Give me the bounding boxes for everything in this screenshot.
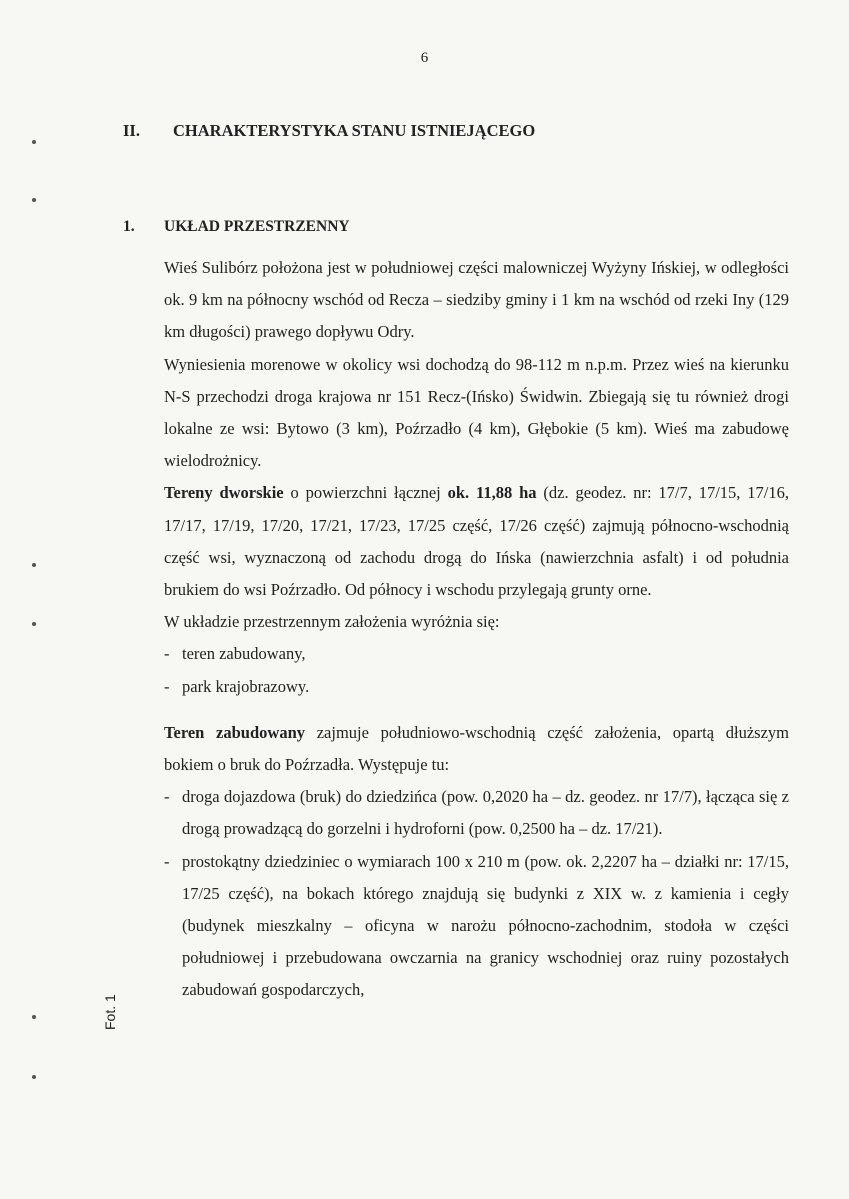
paragraph-built-area: Teren zabudowany zajmuje południowo-wschodnią część założenia, opartą dłuższym bokiem o bruk do Poźrzadła. Występuje tu: (164, 722, 789, 775)
page-number: 6 (420, 50, 429, 66)
punch-hole-mark (32, 622, 36, 626)
built-area-term: Teren zabudowany (164, 722, 305, 742)
list-item: - prostokątny dziedziniec o wymiarach 100 x 210 m (pow. ok. 2,2207 ha – działki nr: 17/15, 17/25 część), na bokach którego znajdują się budynki z XIX w. z kamienia i cegły (budynek mieszkalny – oficyna w narożu północno-zachodnim, stodoła w części południowej i przebudowana owczarnia na granicy wschodniej oraz ruiny pozostałych zabudowań gospodarczych, (164, 851, 789, 1000)
punch-hole-mark (32, 140, 36, 144)
paragraph-terrain: Wyniesienia morenowe w okolicy wsi dochodzą do 98-112 m n.p.m. Przez wieś na kierunku N-S przechodzi droga krajowa nr 151 Recz-(Ińsko) Świdwin. Zbiegają się tu również drogi lokalne ze wsi: Bytowo (3 km), Poźrzadło (4 km), Głębokie (5 km). Wieś ma zabudowę wielodrożnicy. (164, 354, 789, 471)
punch-hole-mark (32, 198, 36, 202)
chapter-heading (123, 121, 535, 141)
paragraph-manor-grounds: Tereny dworskie o powierzchni łącznej ok. 11,88 ha (dz. geodez. nr: 17/7, 17/15, 17/16, 17/17, 17/19, 17/20, 17/21, 17/23, 17/25 część, 17/26 część) zajmują północno-wschodnią część wsi, wyznaczoną od zachodu drogą do Ińska (nawierzchnia asfalt) i od południa brukiem do wsi Poźrzadło. Od północy i wschodu przylegają grunty orne. (164, 483, 790, 600)
photo-reference-label: Fot. 1 (102, 994, 118, 1030)
paragraph-location: Wieś Sulibórz położona jest w południowej części malowniczej Wyżyny Ińskiej, w odległości ok. 9 km na północny wschód od Recza – siedziby gminy i 1 km na wschód od rzeki Iny (129 km długości) prawego dopływu Odry. (164, 258, 789, 342)
list-item: - park krajobrazowy. (164, 676, 310, 696)
chapter-number: II. (123, 121, 140, 140)
section-number: 1. (123, 218, 135, 235)
manor-grounds-term: Tereny dworskie (164, 483, 284, 503)
manor-grounds-area: ok. 11,88 ha (447, 483, 537, 503)
body-text (164, 252, 789, 1007)
list-item: - droga dojazdowa (bruk) do dziedzińca (pow. 0,2020 ha – dz. geodez. nr 17/7), łącząca się z drogą prowadzącą do gorzelni i hydroforni (pow. 0,2500 ha – dz. 17/21). (164, 787, 789, 839)
paragraph-layout-intro: W układzie przestrzennym założenia wyróżnia się: (164, 612, 500, 632)
punch-hole-mark (32, 1015, 36, 1019)
punch-hole-mark (32, 563, 36, 567)
punch-hole-mark (32, 1075, 36, 1079)
chapter-title: CHARAKTERYSTYKA STANU ISTNIEJĄCEGO (173, 121, 536, 140)
section-heading (123, 218, 350, 236)
section-title: UKŁAD PRZESTRZENNY (164, 218, 350, 235)
list-item: - teren zabudowany, (164, 644, 306, 664)
